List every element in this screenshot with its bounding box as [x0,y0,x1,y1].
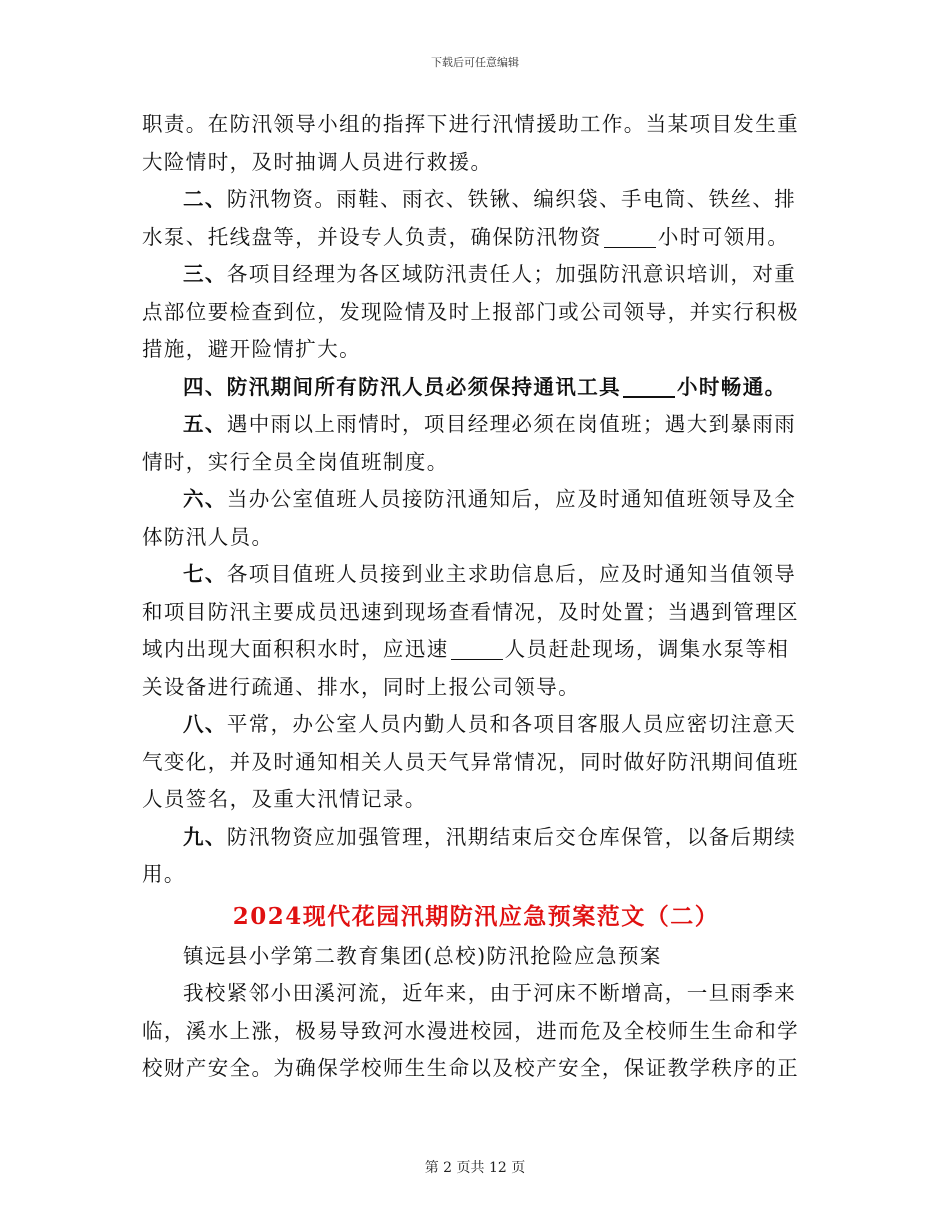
page-header: 下载后可任意编辑 [431,56,519,69]
paragraph-item-3 [142,256,810,369]
paragraph-text: 小时畅通。 [677,374,787,399]
item-number: 六、 [183,487,227,511]
paragraph-text: 四、防汛期间所有防汛人员必须保持通讯工具 [183,374,621,399]
document-body [142,106,810,1088]
page-footer: 第 2 页共 12 页 [424,1160,526,1176]
item-number: 八、 [183,712,227,736]
item-number: 九、 [183,824,227,849]
paragraph-text: 各项目经理为各区域防汛责任人；加强防汛意识培训，对重点部位要检查到位，发现险情及时上报部门或公司领导，并实行积极措施，避开险情扩大。 [142,262,799,361]
item-number: 五、 [183,412,227,436]
paragraph-item-9 [142,819,810,894]
paragraph-plan-name [142,938,810,976]
paragraph-text: 平常，办公室人员内勤人员和各项目客服人员应密切注意天气变化，并及时通知相关人员天气异常情况，同时做好防汛期间值班人员签名，及重大汛情记录。 [142,712,799,811]
paragraph-text: 小时可领用。 [657,224,790,249]
fill-blank [604,225,656,248]
paragraph-intro [142,975,810,1088]
paragraph-text: 各项目值班人员接到业主求助信息后，应及时通知当值领导和项目防汛主要成员迅速到现场查看情况，及时处置；当遇到管理区域内出现大面积积水时，应迅速 [142,562,799,661]
paragraph-text: 遇中雨以上雨情时，项目经理必须在岗值班；遇大到暴雨雨情时，实行全员全岗值班制度。 [142,412,797,474]
section-title: 2024现代花园汛期防汛应急预案范文（二） [232,902,720,930]
paragraph-text: 防汛物资。雨鞋、雨衣、铁锹、编织袋、手电筒、铁丝、排水泵、托线盘等，并设专人负责，确保防汛物资 [142,187,797,249]
paragraph-item-4 [142,369,810,407]
paragraph-text: 人员赶赴现场，调集水泵等相关设备进行疏通、排水，同时上报公司领导。 [142,637,790,699]
item-number: 二、 [183,187,227,211]
paragraph-text: 职责。在防汛领导小组的指挥下进行汛情援助工作。当某项目发生重大险情时，及时抽调人员进行救援。 [142,112,799,174]
item-number: 七、 [183,562,227,586]
item-number: 三、 [183,262,227,286]
paragraph-item-7 [142,556,810,706]
paragraph-text: 镇远县小学第二教育集团(总校)防汛抢险应急预案 [183,943,662,968]
paragraph-item-6 [142,481,810,556]
paragraph-item-5 [142,406,810,481]
paragraph-duties [142,106,810,181]
paragraph-text: 防汛物资应加强管理，汛期结束后交仓库保管，以备后期续用。 [142,824,797,886]
fill-blank [451,637,503,660]
paragraph-item-8 [142,706,810,819]
fill-blank [623,374,675,398]
paragraph-text: 我校紧邻小田溪河流，近年来，由于河床不断增高，一旦雨季来临，溪水上涨，极易导致河水漫进校园，进而危及全校师生生命和学校财产安全。为确保学校师生生命以及校产安全，保证教学秩序的正 [142,981,799,1080]
paragraph-text: 当办公室值班人员接防汛通知后，应及时通知值班领导及全体防汛人员。 [142,487,797,549]
paragraph-item-2 [142,181,810,256]
